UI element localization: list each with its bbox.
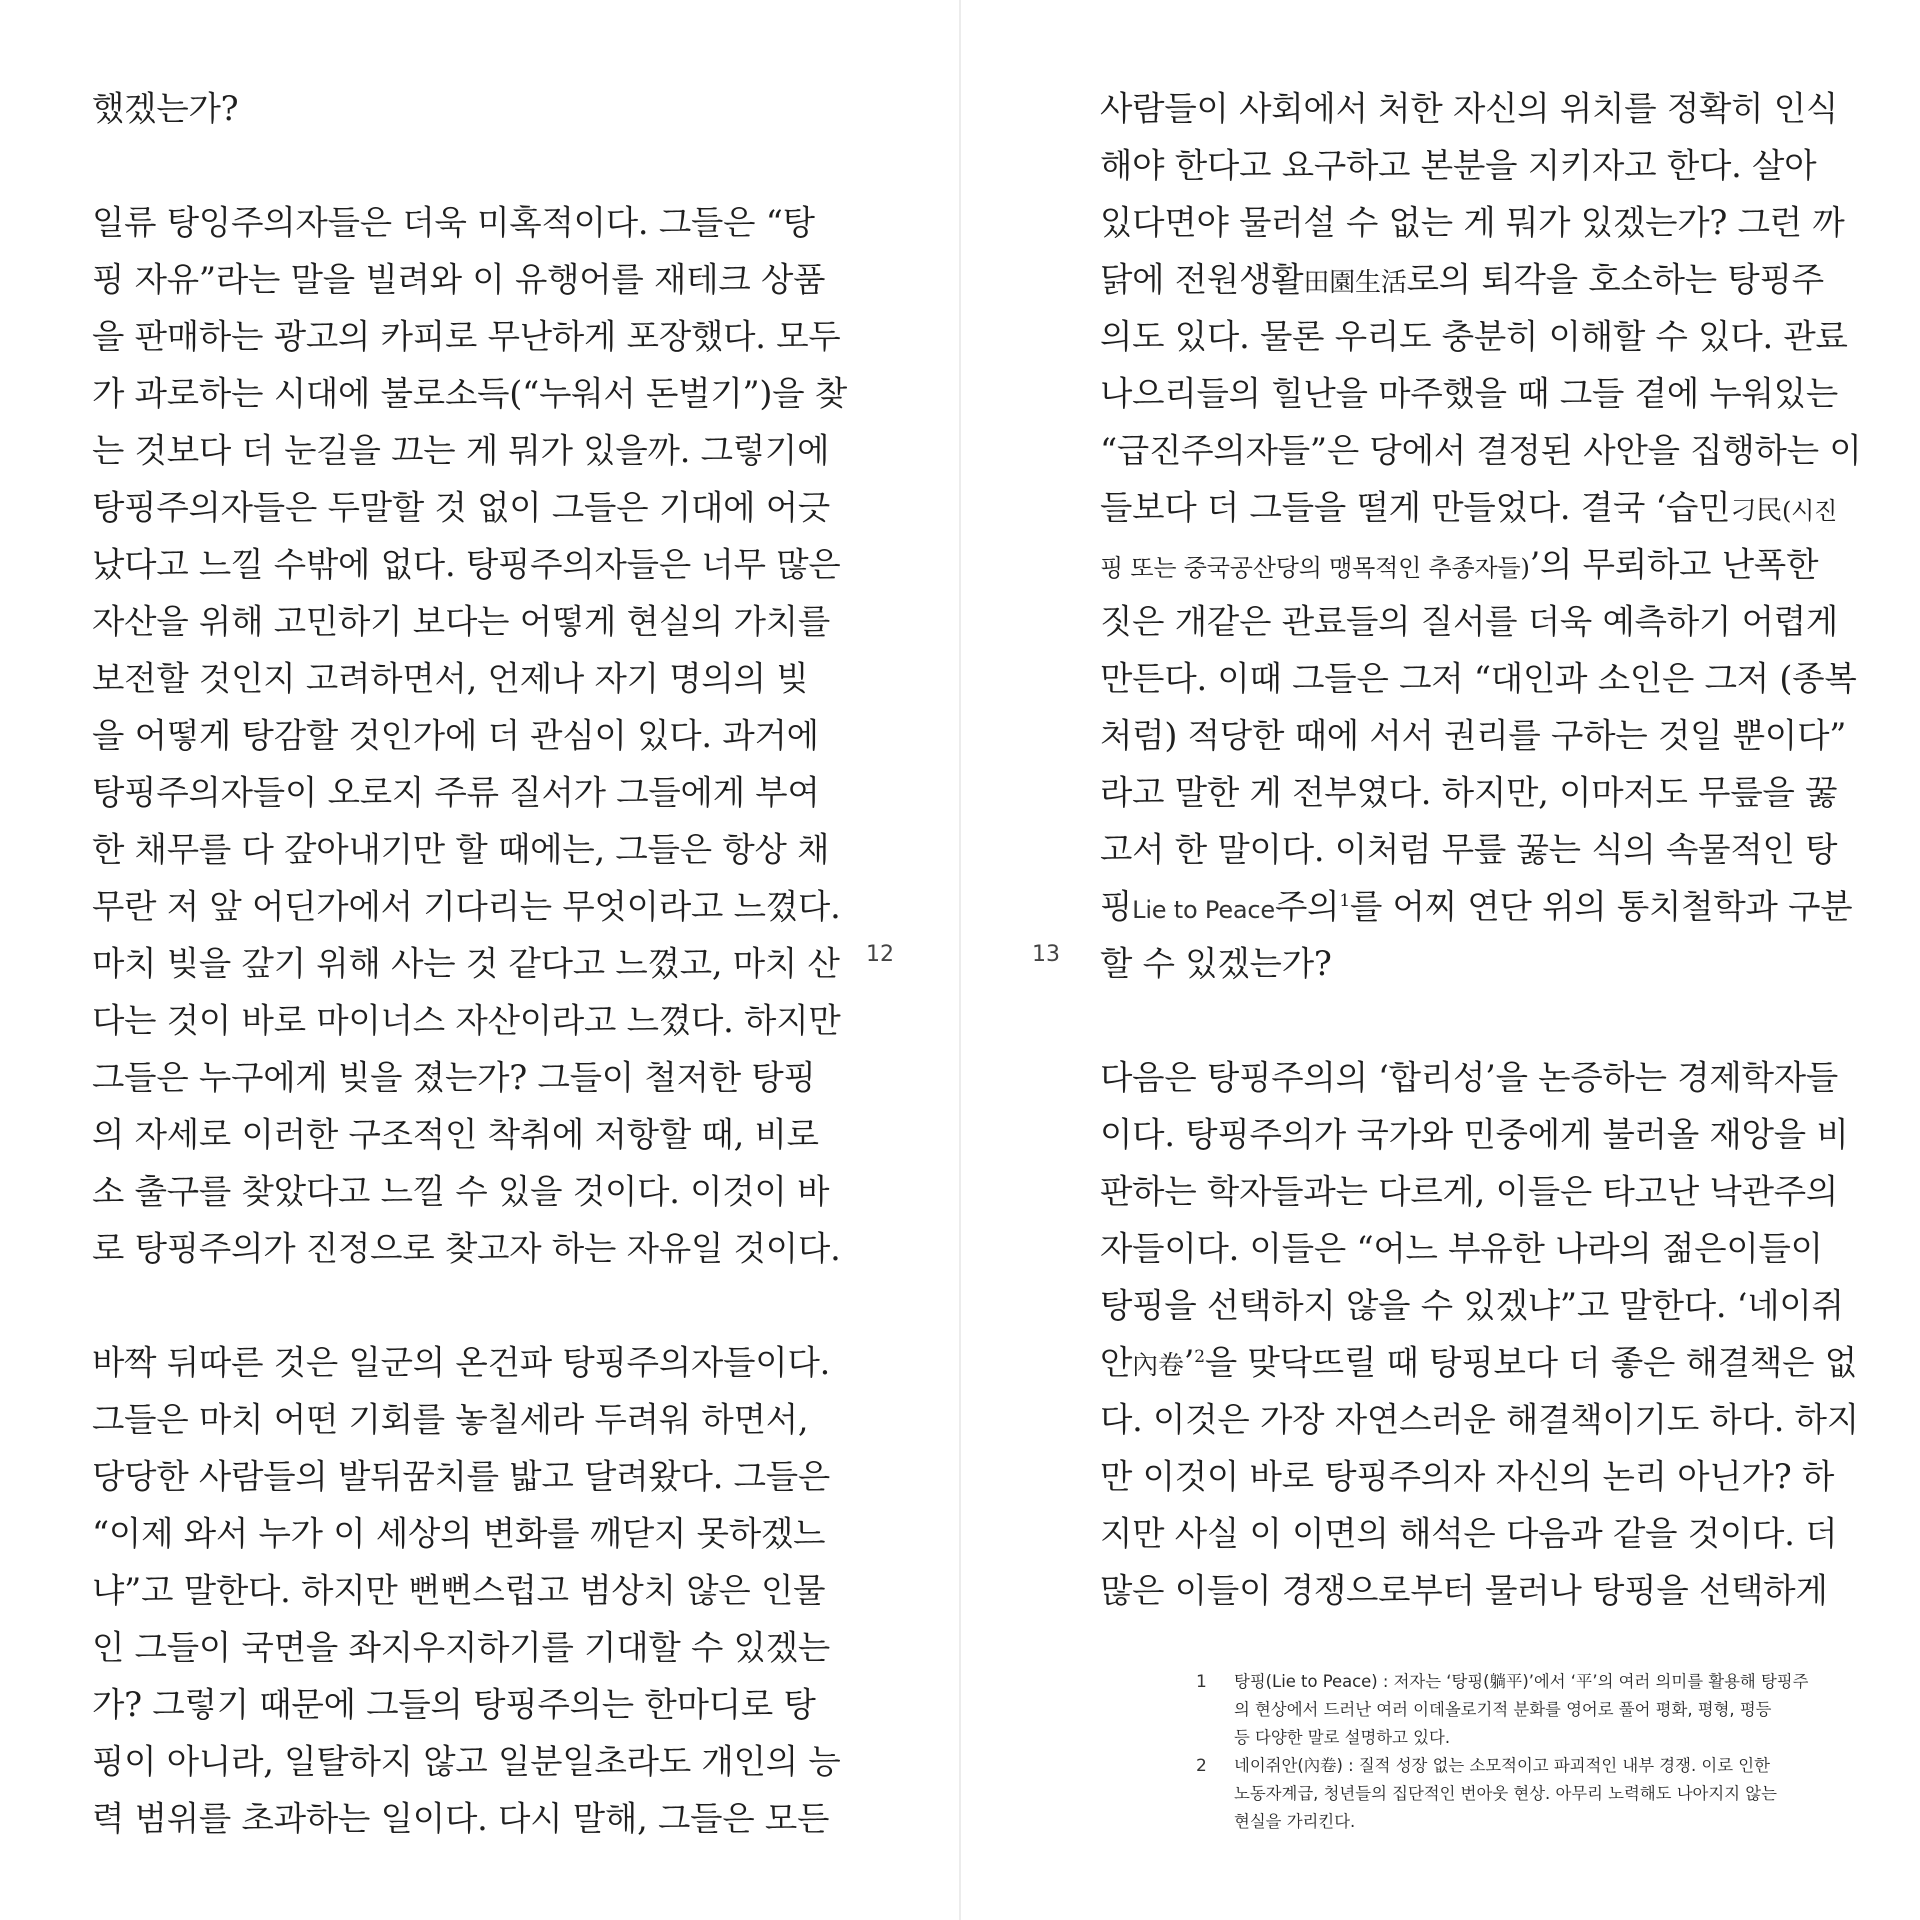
text-line: 보전할 것인지 고려하면서, 언제나 자기 명의의 빚 — [92, 659, 809, 698]
text-line: 자들이다. 이들은 “어느 부유한 나라의 젊은이들이 — [1100, 1229, 1823, 1268]
text-line: 일류 탕잉주의자들은 더욱 미혹적이다. 그들은 “탕 — [92, 203, 815, 242]
footnote-line: 현실을 가리킨다. — [1234, 1812, 1356, 1831]
footnote-line: 의 현상에서 드러난 여러 이데올로기적 분화를 영어로 풀어 평화, 평형, 평등 — [1234, 1700, 1772, 1719]
text-line: “이제 와서 누가 이 세상의 변화를 깨닫지 못하겠느 — [92, 1514, 826, 1553]
text-line: “급진주의자들”은 당에서 결정된 사안을 집행하는 이 — [1100, 431, 1862, 470]
text-line: 안內卷’$^2$을 맞닥뜨릴 때 탕핑보다 더 좋은 해결책은 없 — [1100, 1343, 1857, 1382]
text-line: 들보다 더 그들을 떨게 만들었다. 결국 ‘습민刁民(시진 — [1100, 488, 1838, 527]
text-line: 이다. 탕핑주의가 국가와 민중에게 불러올 재앙을 비 — [1100, 1115, 1849, 1154]
footnote-number: 1 — [1196, 1672, 1207, 1692]
text-line: 만든다. 이때 그들은 그저 “대인과 소인은 그저 (종복 — [1100, 659, 1857, 698]
text-line: 해야 한다고 요구하고 본분을 지키자고 한다. 살아 — [1100, 146, 1817, 185]
text-line: 탕핑주의자들은 두말할 것 없이 그들은 기대에 어긋 — [92, 488, 831, 527]
text-line: 사람들이 사회에서 처한 자신의 위치를 정확히 인식 — [1100, 89, 1839, 128]
text-line: 나으리들의 힐난을 마주했을 때 그들 곁에 누워있는 — [1100, 374, 1839, 413]
hanja-gloss: 刁民 — [1730, 496, 1782, 526]
text-line: 지만 사실 이 이면의 해석은 다음과 같을 것이다. 더 — [1100, 1514, 1838, 1553]
text-line: 짓은 개같은 관료들의 질서를 더욱 예측하기 어렵게 — [1100, 602, 1839, 641]
footnote-number: 2 — [1196, 1756, 1207, 1776]
text-line: 의도 있다. 물론 우리도 충분히 이해할 수 있다. 관료 — [1100, 317, 1848, 356]
text-line: 그들은 누구에게 빚을 졌는가? 그들이 철저한 탕핑 — [92, 1058, 816, 1097]
text-line: 할 수 있겠는가? — [1100, 944, 1332, 983]
text-line: 라고 말한 게 전부였다. 하지만, 이마저도 무릎을 꿇 — [1100, 773, 1838, 812]
hanja-gloss: 內卷 — [1132, 1351, 1184, 1381]
text-line: 다는 것이 바로 마이너스 자산이라고 느꼈다. 하지만 — [92, 1001, 841, 1040]
text-line: 핑 자유”라는 말을 빌려와 이 유행어를 재테크 상품 — [92, 260, 826, 299]
inline-note: 핑 또는 중국공산당의 맹목적인 추종자들) — [1100, 554, 1530, 582]
text-line: 있다면야 물러설 수 없는 게 뭐가 있겠는가? 그런 까 — [1100, 203, 1845, 242]
text-line: 력 범위를 초과하는 일이다. 다시 말해, 그들은 모든 — [92, 1799, 830, 1838]
text-line: 만 이것이 바로 탕핑주의자 자신의 논리 아닌가? 하 — [1100, 1457, 1835, 1496]
text-line: 판하는 학자들과는 다르게, 이들은 타고난 낙관주의 — [1100, 1172, 1839, 1211]
text-line: 가? 그렇기 때문에 그들의 탕핑주의는 한마디로 탕 — [92, 1685, 816, 1724]
text-line: 처럼) 적당한 때에 서서 권리를 구하는 것일 뿐이다” — [1100, 716, 1847, 755]
inline-note: (시진 — [1781, 497, 1838, 525]
footnote-ref[interactable]: 1 — [1339, 890, 1350, 911]
paragraph-gap — [92, 1277, 834, 1334]
paragraph-gap — [92, 137, 834, 194]
text-line: 한 채무를 다 갚아내기만 할 때에는, 그들은 항상 채 — [92, 830, 830, 869]
text-line: 다음은 탕핑주의의 ‘합리성’을 논증하는 경제학자들 — [1100, 1058, 1839, 1097]
text-line: 로 탕핑주의가 진정으로 찾고자 하는 자유일 것이다. — [92, 1229, 841, 1268]
footnote-line: 노동자계급, 청년들의 집단적인 번아웃 현상. 아무리 노력해도 나아지지 않는 — [1234, 1784, 1777, 1803]
text-line: 핑 또는 중국공산당의 맹목적인 추종자들)’의 무뢰하고 난폭한 — [1100, 545, 1819, 584]
text-line: 당당한 사람들의 발뒤꿈치를 밟고 달려왔다. 그들은 — [92, 1457, 831, 1496]
text-line: 그들은 마치 어떤 기회를 놓칠세라 두려워 하면서, — [92, 1400, 809, 1439]
footnote-ref[interactable]: 2 — [1194, 1346, 1205, 1367]
text-line: 탕핑주의자들이 오로지 주류 질서가 그들에게 부여 — [92, 773, 820, 812]
left-page-body — [92, 80, 848, 1847]
paragraph-gap — [1100, 992, 1830, 1049]
text-line: 고서 한 말이다. 이처럼 무릎 꿇는 식의 속물적인 탕 — [1100, 830, 1838, 869]
text-line: 자산을 위해 고민하기 보다는 어떻게 현실의 가치를 — [92, 602, 831, 641]
english-gloss: Lie to Peace — [1132, 896, 1275, 924]
page-number-left: 12 — [866, 942, 894, 967]
hanja-gloss: 田園生活 — [1303, 268, 1407, 298]
footnotes — [1196, 1668, 1836, 1836]
footnote-2 — [1196, 1752, 1836, 1836]
text-line: 을 어떻게 탕감할 것인가에 더 관심이 있다. 과거에 — [92, 716, 819, 755]
footnote-line: 등 다양한 말로 설명하고 있다. — [1234, 1728, 1451, 1747]
footnote-line: 탕핑(Lie to Peace) : 저자는 ‘탕핑(躺平)’에서 ‘平’의 여러 의미를 활용해 탕핑주 — [1234, 1672, 1809, 1691]
text-line: 무란 저 앞 어딘가에서 기다리는 무엇이라고 느꼈다. — [92, 887, 841, 926]
text-line: 냐”고 말한다. 하지만 뻔뻔스럽고 범상치 않은 인물 — [92, 1571, 826, 1610]
text-line: 했겠는가? — [92, 89, 239, 128]
text-line: 핑이 아니라, 일탈하지 않고 일분일초라도 개인의 능 — [92, 1742, 841, 1781]
text-line: 다. 이것은 가장 자연스러운 해결책이기도 하다. 하지 — [1100, 1400, 1859, 1439]
text-line: 많은 이들이 경쟁으로부터 물러나 탕핑을 선택하게 — [1100, 1571, 1828, 1610]
text-line: 가 과로하는 시대에 불로소득(“누워서 돈벌기”)을 찾 — [92, 374, 848, 413]
page-number-right: 13 — [1032, 942, 1060, 967]
text-line: 핑Lie to Peace주의$^1$를 어찌 연단 위의 통치철학과 구분 — [1100, 887, 1853, 926]
text-line: 인 그들이 국면을 좌지우지하기를 기대할 수 있겠는 — [92, 1628, 831, 1667]
footnote-1 — [1196, 1668, 1836, 1752]
right-page-body — [1100, 80, 1862, 1619]
text-line: 닭에 전원생활田園生活로의 퇴각을 호소하는 탕핑주 — [1100, 260, 1824, 299]
text-line: 났다고 느낄 수밖에 없다. 탕핑주의자들은 너무 많은 — [92, 545, 841, 584]
text-line: 바짝 뒤따른 것은 일군의 온건파 탕핑주의자들이다. — [92, 1343, 831, 1382]
text-line: 는 것보다 더 눈길을 끄는 게 뭐가 있을까. 그렇기에 — [92, 431, 830, 470]
text-line: 마치 빚을 갚기 위해 사는 것 같다고 느꼈고, 마치 산 — [92, 944, 840, 983]
text-line: 을 판매하는 광고의 카피로 무난하게 포장했다. 모두 — [92, 317, 841, 356]
page-gutter — [959, 0, 961, 1920]
text-line: 소 출구를 찾았다고 느낄 수 있을 것이다. 이것이 바 — [92, 1172, 830, 1211]
footnote-line: 네이쥐안(內卷) : 질적 성장 없는 소모적이고 파괴적인 내부 경쟁. 이로 인한 — [1234, 1756, 1770, 1775]
text-line: 탕핑을 선택하지 않을 수 있겠냐”고 말한다. ‘네이쥐 — [1100, 1286, 1844, 1325]
text-line: 의 자세로 이러한 구조적인 착취에 저항할 때, 비로 — [92, 1115, 819, 1154]
